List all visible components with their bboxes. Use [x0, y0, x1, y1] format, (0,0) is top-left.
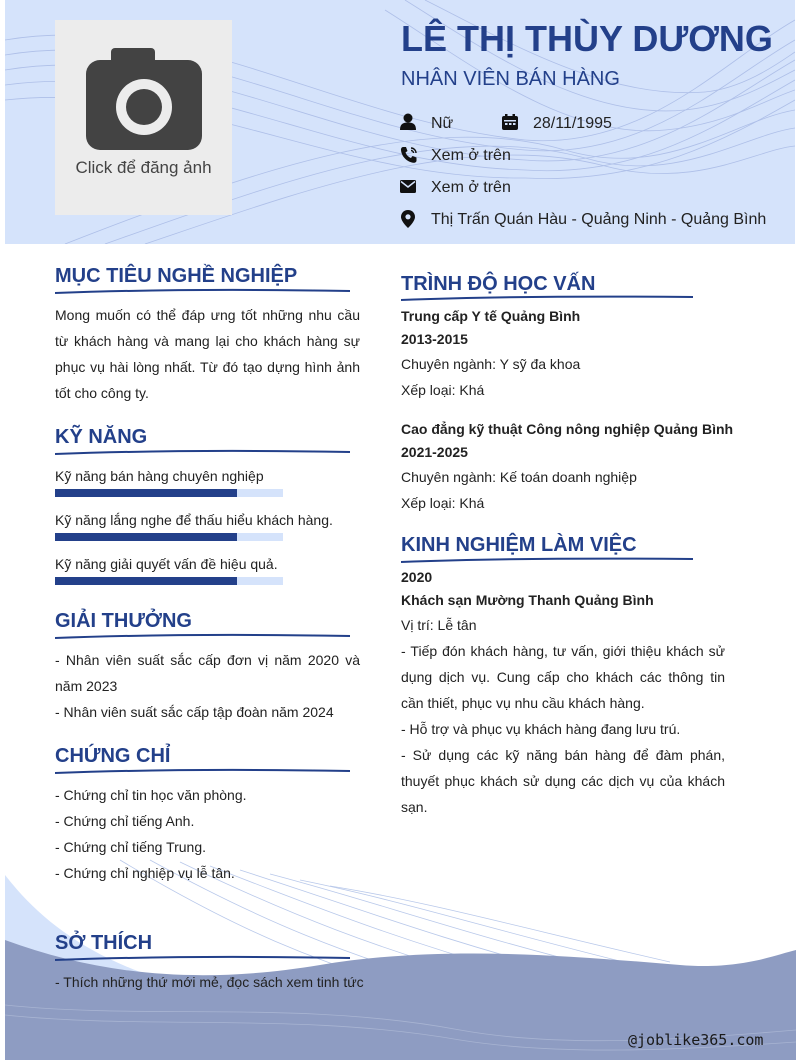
candidate-position: NHÂN VIÊN BÁN HÀNG	[401, 68, 620, 90]
address-value: Thị Trấn Quán Hàu - Quảng Ninh - Quảng Bình	[431, 211, 767, 228]
education-major: Chuyên ngành: Y sỹ đa khoa	[401, 356, 581, 372]
education-years: 2013-2015	[401, 331, 468, 347]
certificates-title: CHỨNG CHỈ	[55, 745, 171, 767]
skill-bar	[55, 577, 283, 585]
skills-title: KỸ NĂNG	[55, 426, 148, 448]
award-item: - Nhân viên suất sắc cấp đơn vị năm 2020 và năm 2023	[55, 652, 360, 694]
experience-duty: - Sử dụng các kỹ năng bán hàng để đàm phán, thuyết phục khách sử dụng các dịch vụ của khách sạn.	[401, 747, 725, 815]
certificates-title-underline	[55, 767, 355, 777]
skill-bar-fill	[55, 577, 237, 585]
education-rank: Xếp loại: Khá	[401, 495, 485, 511]
experience-title: KINH NGHIỆM LÀM VIỆC	[401, 534, 637, 556]
skill-label: Kỹ năng lắng nghe để thấu hiểu khách hàng.	[55, 512, 333, 528]
experience-company: Khách sạn Mường Thanh Quảng Bình	[401, 592, 654, 608]
objective-title: MỤC TIÊU NGHỀ NGHIỆP	[55, 265, 298, 287]
skill-label: Kỹ năng giải quyết vấn đề hiệu quả.	[55, 556, 278, 572]
objective-text: Mong muốn có thể đáp ưng tốt những nhu cầu từ khách hàng và mang lại cho khách hàng sự phục vụ hài lòng nhất. Từ đó tạo dựng hình ảnh tốt cho công ty.	[55, 307, 360, 401]
hobbies-text: - Thích những thứ mới mẻ, đọc sách xem tinh tức	[55, 974, 364, 990]
education-school: Trung cấp Y tế Quảng Bình	[401, 308, 581, 324]
experience-title-underline	[401, 555, 701, 565]
education-title-underline	[401, 293, 701, 303]
candidate-name: LÊ THỊ THÙY DƯƠNG	[401, 18, 773, 59]
certificate-item: - Chứng chỉ tin học văn phòng.	[55, 787, 247, 803]
education-major: Chuyên ngành: Kế toán doanh nghiệp	[401, 469, 637, 485]
awards-title: GIẢI THƯỞNG	[55, 610, 192, 632]
award-item: - Nhân viên suất sắc cấp tập đoàn năm 2024	[55, 704, 334, 720]
photo-caption: Click để đăng ảnh	[75, 158, 212, 177]
education-rank: Xếp loại: Khá	[401, 382, 485, 398]
skill-bar	[55, 533, 283, 541]
skill-label: Kỹ năng bán hàng chuyên nghiệp	[55, 468, 264, 484]
skill-bar-fill	[55, 533, 237, 541]
email-value: Xem ở trên	[431, 179, 511, 196]
experience-duty: - Hỗ trợ và phục vụ khách hàng đang lưu trú.	[401, 721, 681, 737]
certificate-item: - Chứng chỉ nghiệp vụ lễ tân.	[55, 865, 235, 881]
skill-bar	[55, 489, 283, 497]
skills-title-underline	[55, 448, 355, 458]
certificate-item: - Chứng chỉ tiếng Anh.	[55, 813, 195, 829]
education-school: Cao đẳng kỹ thuật Công nông nghiệp Quảng Bình	[401, 421, 734, 437]
phone-value: Xem ở trên	[431, 147, 511, 164]
education-title: TRÌNH ĐỘ HỌC VẤN	[401, 273, 596, 295]
education-years: 2021-2025	[401, 444, 468, 460]
awards-title-underline	[55, 632, 355, 642]
certificate-item: - Chứng chỉ tiếng Trung.	[55, 839, 207, 855]
skill-bar-fill	[55, 489, 237, 497]
experience-duty: - Tiếp đón khách hàng, tư vấn, giới thiệu khách sử dụng dịch vụ. Cung cấp cho khách các thông tin cần thiết, phục vụ nhu cầu khách hàng.	[401, 643, 725, 711]
experience-year: 2020	[401, 569, 433, 585]
experience-position: Vị trí: Lễ tân	[401, 617, 477, 633]
gender-value: Nữ	[431, 115, 454, 132]
site-watermark: @joblike365.com	[628, 1031, 764, 1049]
hobbies-title-underline	[55, 954, 355, 964]
hobbies-title: SỞ THÍCH	[55, 932, 153, 954]
objective-title-underline	[55, 287, 355, 297]
birthday-value: 28/11/1995	[533, 115, 612, 132]
